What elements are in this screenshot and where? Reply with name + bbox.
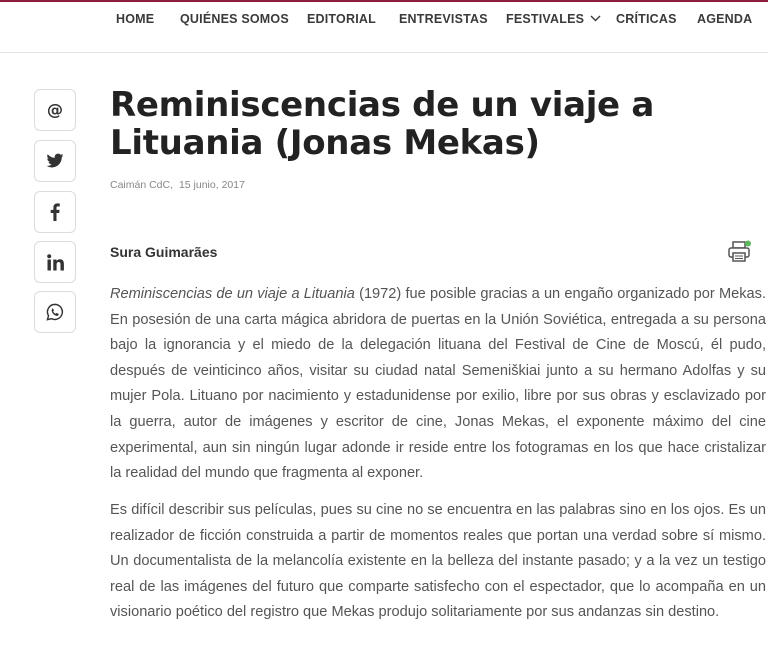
- share-email-button[interactable]: [34, 89, 76, 131]
- share-facebook-button[interactable]: [34, 191, 76, 233]
- share-twitter-button[interactable]: [34, 140, 76, 182]
- printer-icon: [727, 240, 753, 264]
- nav-festivales[interactable]: [506, 12, 601, 26]
- chevron-down-icon: [590, 15, 601, 22]
- nav-editorial[interactable]: EDITORIAL: [307, 12, 376, 26]
- article-paragraph-2: Es difícil describir sus películas, pues su cine no se encuentra en las palabras sino en los ojos. Es un realizador de ficción construida a partir de momentos reales que portan una verdad sobre sí mismo. Un documentalista de la melancolía existente en la belleza del instante pasado; y a la vez un testigo real de las imágenes del futuro que comparte satisfecho con el espectador, que lo acompaña en un visionario poético del registro que Mekas produjo solitariamente por sus andanzas sin destino.: [110, 502, 766, 621]
- twitter-icon: [46, 153, 64, 169]
- nav-agenda[interactable]: AGENDA: [697, 12, 753, 26]
- share-whatsapp-button[interactable]: [34, 291, 76, 333]
- article-byline: Sura Guimarães: [110, 244, 218, 260]
- nav-criticas[interactable]: CRÍTICAS: [616, 12, 677, 26]
- print-button[interactable]: [727, 240, 753, 269]
- whatsapp-icon: [46, 303, 64, 321]
- film-title-italic: Reminiscencias de un viaje a Lituania: [110, 286, 355, 302]
- at-icon: [46, 101, 64, 119]
- svg-text:@: @: [46, 101, 64, 119]
- main-navigation: [0, 0, 768, 53]
- share-linkedin-button[interactable]: [34, 241, 76, 283]
- linkedin-icon: [47, 254, 64, 271]
- nav-home[interactable]: HOME: [116, 12, 155, 26]
- nav-festivales-label: FESTIVALES: [506, 12, 585, 26]
- article-meta: [110, 179, 245, 191]
- nav-entrevistas[interactable]: ENTREVISTAS: [399, 12, 488, 26]
- meta-date: 15 junio, 2017: [178, 179, 245, 191]
- article-paragraph-1: [110, 282, 766, 487]
- paragraph-1-text: (1972) fue posible gracias a un engaño organizado por Mekas. En posesión de una carta mágica abridora de puertas en la Unión Soviética, entregada a su persona bajo la ignorancia y el miedo de la delegación lituana del Festival de Cine de Moscú, él pudo, después de veinticinco años, visitar su ciudad natal Semeniškiai junto a su hermano Adolfas y su mujer Pola. Lituano por nacimiento y estadunidense por exilio, libre por sus obras y esclavizado por la guerra, autor de imágenes y escritor de cine, Jonas Mekas, el exponente máximo del cine experimental, aun sin ningún lugar adonde ir reside entre los fotogramas en los que hace cristalizar la realidad del mundo que fragmenta al exponer.: [110, 286, 766, 482]
- article-title: Reminiscencias de un viaje a Lituania (Jonas Mekas): [110, 85, 655, 163]
- nav-quienes-somos[interactable]: QUIÉNES SOMOS: [180, 12, 289, 26]
- meta-author[interactable]: Caimán CdC,: [110, 179, 174, 191]
- facebook-icon: [50, 203, 60, 221]
